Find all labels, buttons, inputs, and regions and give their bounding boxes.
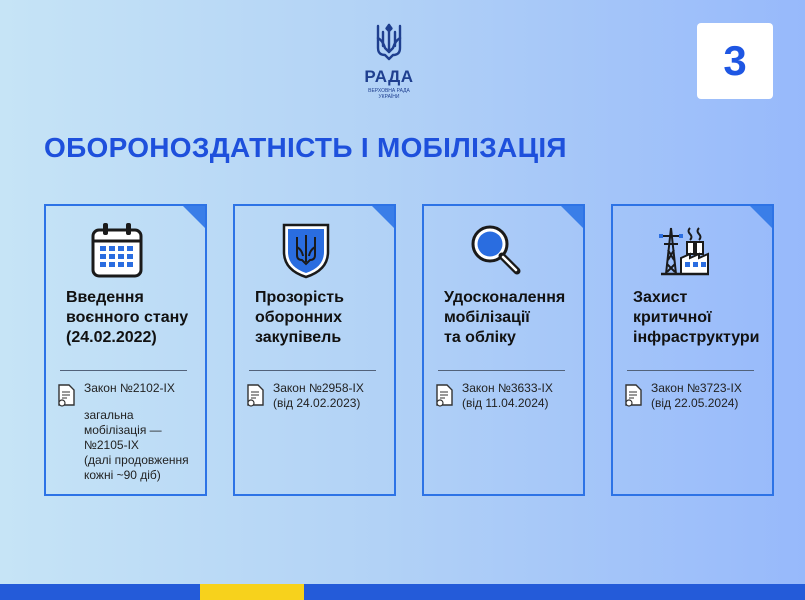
magnifier-icon bbox=[468, 220, 522, 280]
rada-logo bbox=[352, 22, 426, 100]
law-number: Закон №2102-IX bbox=[84, 381, 175, 395]
trident-shield-icon bbox=[279, 220, 333, 280]
card-corner bbox=[748, 204, 774, 230]
law-info: Закон №2102-IX загальна мобілізація — №2105-IX (далі продовження кожні ~90 діб) bbox=[84, 381, 201, 483]
logo-subtitle: ВЕРХОВНА РАДА УКРАЇНИ bbox=[368, 88, 410, 100]
card-divider bbox=[60, 370, 187, 371]
card-critical-infrastructure bbox=[611, 204, 774, 496]
card-corner bbox=[181, 204, 207, 230]
law-date: (від 24.02.2023) bbox=[273, 396, 361, 410]
law-number: Закон №2958-IX bbox=[273, 381, 364, 395]
law-number: Закон №3633-IX bbox=[462, 381, 553, 395]
law-info bbox=[462, 381, 579, 411]
card-divider bbox=[249, 370, 376, 371]
card-heading: Удосконалення мобілізації та обліку bbox=[444, 289, 566, 346]
card-heading: Захист критичної інфраструктури bbox=[633, 289, 760, 346]
document-icon bbox=[56, 384, 76, 408]
bottom-blue-bar bbox=[0, 584, 805, 600]
page-number-badge: 3 bbox=[697, 23, 773, 99]
law-number: Закон №3723-IX bbox=[651, 381, 742, 395]
law-date: (від 22.05.2024) bbox=[651, 396, 739, 410]
law-info bbox=[273, 381, 390, 411]
law-date: (від 11.04.2024) bbox=[462, 396, 549, 410]
calendar-icon bbox=[90, 220, 144, 280]
card-heading: Введення воєнного стану (24.02.2022) bbox=[66, 289, 189, 346]
card-defense-procurement bbox=[233, 204, 396, 496]
bottom-yellow-bar bbox=[200, 584, 304, 600]
document-icon bbox=[623, 384, 643, 408]
card-divider bbox=[438, 370, 565, 371]
law-info bbox=[651, 381, 768, 411]
document-icon bbox=[245, 384, 265, 408]
card-divider bbox=[627, 370, 754, 371]
card-corner bbox=[559, 204, 585, 230]
page-title: ОБОРОНОЗДАТНІСТЬ І МОБІЛІЗАЦІЯ bbox=[44, 132, 567, 163]
card-heading: Прозорість оборонних закупівель bbox=[255, 289, 344, 346]
logo-title: РАДА bbox=[364, 67, 414, 86]
trident-emblem-icon bbox=[374, 22, 404, 64]
document-icon bbox=[434, 384, 454, 408]
card-corner bbox=[370, 204, 396, 230]
card-mobilization bbox=[422, 204, 585, 496]
power-infrastructure-icon bbox=[657, 220, 711, 280]
card-martial-law bbox=[44, 204, 207, 496]
